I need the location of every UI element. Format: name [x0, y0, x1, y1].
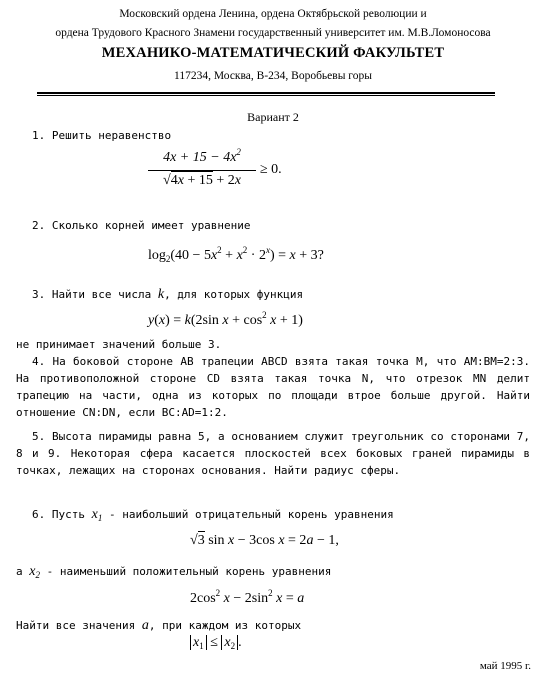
problem-3-text: 3. Найти все числа k, для которых функция: [32, 287, 304, 302]
header-rule-thin: [37, 95, 495, 96]
problem-3-text-end: не принимает значений больше 3.: [16, 338, 222, 351]
problem-6-text-1: 6. Пусть $x_1$ - наибольший отрицательный корень уравнения: [32, 507, 394, 523]
var-a: a: [141, 618, 149, 633]
problem-1-numerator: $4x + 15 - 4x^2$: [163, 147, 241, 165]
problem-1-text: 1. Решить неравенство: [32, 129, 172, 142]
header-line-2: ордена Трудового Красного Знамени государственный университет им. М.В.Ломоносова: [55, 27, 491, 39]
problem-2-text: 2. Сколько корней имеет уравнение: [32, 219, 251, 232]
header-rule: [37, 92, 495, 94]
problem-5-text: 5. Высота пирамиды равна 5, а основанием служит треугольник со сторонами 7, 8 и 9. Некоторая сфера касается плоскостей всех боковых граней пирамиды в точках, лежащих на сторонах основания. Найти радиус сферы.: [16, 430, 530, 477]
problem-1-denominator: √4x + 15 + 2x: [163, 173, 241, 188]
problem-3-formula: y(x) = k(2sin $x + \cos^2 x + 1$): [148, 310, 303, 328]
var-k: k: [157, 287, 165, 302]
problem-6-text-2: а $x_2$ - наименьший положительный корень уравнения: [16, 564, 332, 580]
problem-2-formula: $\log_2(40 - 5x^2 + x^2 \cdot 2^x) = x + 3$?: [148, 245, 324, 264]
problem-6-text-3: Найти все значения a, при каждом из которых: [16, 618, 302, 633]
faculty-title: МЕХАНИКО-МАТЕМАТИЧЕСКИЙ ФАКУЛЬТЕТ: [101, 45, 445, 61]
problem-4-text: 4. На боковой стороне AB трапеции ABCD взята такая точка M, что AM:BM=2:3. На противоположной стороне CD взята такая точка N, что отрезок MN делит трапецию на части, одна из которых по площади втрое больше другой. Найти отношение CN:DN, если BC:AD=1:2.: [16, 355, 530, 419]
variant-title: Вариант 2: [247, 110, 299, 124]
problem-1-relation: ≥ 0.: [260, 162, 282, 177]
problem-6-formula-2: $2\cos^2$ $x - 2\sin^2$ x = a: [190, 588, 305, 606]
exam-date: май 1995 г.: [479, 660, 531, 672]
problem-6-formula-3: $x_1 \le x_2$ .: [190, 635, 242, 651]
problem-6-formula-1: √3 sin x − 3cos x = 2a − 1,: [190, 533, 339, 548]
address-line: 117234, Москва, В-234, Воробьевы горы: [174, 70, 372, 82]
header-line-1: Московский ордена Ленина, ордена Октябрьской революции и: [119, 8, 427, 20]
